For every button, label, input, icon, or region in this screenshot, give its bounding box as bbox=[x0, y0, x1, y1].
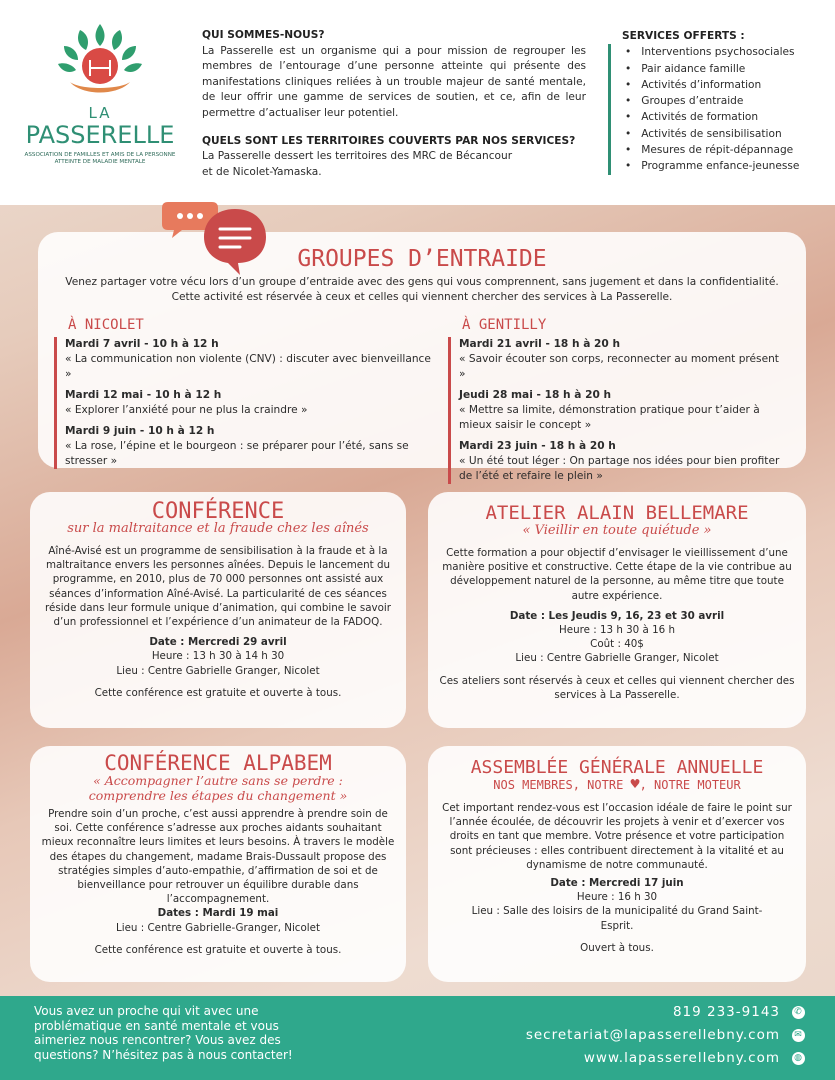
schedule-text: « Un été tout léger : On partage nos idées pour bien profiter de l’été et refaire le plein » bbox=[459, 455, 780, 482]
alpabem-lieu: Lieu : Centre Gabrielle-Granger, Nicolet bbox=[115, 921, 321, 934]
list-item: • Pair aidance famille bbox=[625, 61, 818, 77]
conference-note: Cette conférence est gratuite et ouverte à tous. bbox=[94, 686, 342, 699]
schedule-text: « La rose, l’épine et le bourgeon : se préparer pour l’été, sans se stresser » bbox=[65, 440, 409, 467]
email-icon: ✉ bbox=[792, 1029, 805, 1042]
groupes-card bbox=[38, 232, 806, 482]
gentilly-label: À GENTILLY bbox=[462, 317, 547, 333]
agm-card bbox=[428, 746, 806, 982]
conference-title: CONFÉRENCE bbox=[151, 499, 285, 524]
list-item: • Activités de sensibilisation bbox=[625, 126, 818, 142]
atelier-heure: Heure : 13 h 30 à 16 h bbox=[559, 624, 675, 637]
list-item: • Programme enfance-jeunesse bbox=[625, 158, 818, 174]
agm-heure: Heure : 16 h 30 bbox=[576, 891, 658, 904]
conference-heure: Heure : 13 h 30 à 14 h 30 bbox=[151, 650, 285, 663]
groupes-title: GROUPES D’ENTRAIDE bbox=[297, 246, 547, 272]
list-item: • Mesures de répit-dépannage bbox=[625, 142, 818, 158]
footer-message: Vous avez un proche qui vit avec une problématique en santé mentale et vous aimeriez nous rencontrer? Vous avez des questions? N’hésitez pas à nous contacter! bbox=[34, 1004, 293, 1062]
alpabem-subtitle-1: « Accompagner l’autre sans se perdre : bbox=[93, 773, 343, 788]
schedule-date: Mardi 21 avril - 18 h à 20 h bbox=[459, 338, 621, 350]
conference-body: Aîné-Avisé est un programme de sensibilisation à la fraude et à la maltraitance envers les personnes aînées. Depuis le lancement du programme, en 2010, plus de 70 000 personnes ont assisté aux séances d’information Aîné-Avisé. La particularité de ces séances réside dans leur formule unique d’animation, qui combine le savoir d’un professionnel et l’expérience d’un animateur de la FADOQ. bbox=[44, 545, 391, 629]
contact-phone[interactable] bbox=[526, 1001, 805, 1024]
contact-email[interactable] bbox=[526, 1024, 805, 1047]
list-item: • Groupes d’entraide bbox=[625, 93, 818, 109]
atelier-body: Cette formation a pour objectif d’envisager le vieillissement d’une manière positive et constructive. Cette étape de la vie contribue au développement naturel de la personne, au même titre que toute autre expérience. bbox=[442, 547, 792, 602]
territory-text-2: et de Nicolet-Yamaska. bbox=[202, 165, 322, 178]
atelier-date: Date : Les Jeudis 9, 16, 23 et 30 avril bbox=[509, 609, 725, 622]
header-section bbox=[0, 0, 835, 205]
agm-title: ASSEMBLÉE GÉNÉRALE ANNUELLE bbox=[470, 757, 764, 778]
agm-subtitle-2: , NOTRE MOTEUR bbox=[639, 778, 741, 792]
atelier-subtitle: « Vieillir en toute quiétude » bbox=[522, 523, 712, 538]
atelier-note: Ces ateliers sont réservés à ceux et celles qui viennent chercher des services à La Passerelle. bbox=[439, 674, 795, 701]
groupes-intro-1: Venez partager votre vécu lors d’un groupe d’entraide avec des gens qui vous comprennent, sans jugement et dans la confidentialité. bbox=[65, 276, 779, 288]
agm-note: Ouvert à tous. bbox=[580, 941, 654, 954]
conference-date: Date : Mercredi 29 avril bbox=[149, 636, 287, 649]
schedule-text: « Explorer l’anxiété pour ne plus la craindre » bbox=[65, 404, 308, 416]
list-item: • Interventions psychosociales bbox=[625, 44, 818, 60]
alpabem-date: Dates : Mardi 19 mai bbox=[157, 907, 279, 920]
schedule-text: « Mettre sa limite, démonstration pratique pour t’aider à mieux saisir le concept » bbox=[459, 404, 760, 431]
schedule-date: Mardi 12 mai - 10 h à 12 h bbox=[65, 389, 222, 401]
conference-subtitle: sur la maltraitance et la fraude chez les aînés bbox=[67, 521, 369, 536]
phone-number: 819 233-9143 bbox=[672, 1004, 780, 1020]
agm-body: Cet important rendez-vous est l’occasion idéale de faire le point sur l’année écoulée, de découvrir les projets à venir et d’exercer vos droits en tant que membre. Votre présence et votre participation sont précieuses : elles contribuent directement à la vitalité et au dynamisme de notre communauté. bbox=[442, 802, 792, 871]
footer bbox=[0, 996, 835, 1080]
about-text: La Passerelle est un organisme qui a pour mission de regrouper les membres de l’entourage d’une personne atteinte qui présente des manifestations cliniques reliées à un trouble majeur de santé mentale, de leur offrir une gamme de services de soutien, et ce, afin de leur permettre d’actualiser leur potentiel. bbox=[202, 44, 586, 119]
atelier-lieu: Lieu : Centre Gabrielle Granger, Nicolet bbox=[515, 652, 719, 665]
email-address: secretariat@lapasserellebny.com bbox=[525, 1027, 780, 1043]
about-section bbox=[202, 28, 586, 180]
schedule-text: « Savoir écouter son corps, reconnecter au moment présent » bbox=[459, 353, 779, 380]
website-url: www.lapasserellebny.com bbox=[583, 1050, 780, 1066]
agm-subtitle bbox=[438, 777, 796, 793]
schedule-date: Mardi 9 juin - 10 h à 12 h bbox=[65, 425, 215, 437]
logo-assoc: ASSOCIATION DE FAMILLES ET AMIS DE LA PERSONNE ATTEINTE DE MALADIE MENTALE bbox=[24, 152, 176, 165]
alpabem-title: CONFÉRENCE ALPABEM bbox=[104, 751, 332, 775]
schedule-date: Mardi 7 avril - 10 h à 12 h bbox=[65, 338, 219, 350]
gentilly-schedule bbox=[448, 337, 788, 484]
contact-info bbox=[526, 1001, 805, 1070]
atelier-cout: Coût : 40$ bbox=[590, 638, 644, 651]
logo-tree-icon bbox=[50, 20, 150, 102]
nicolet-column bbox=[54, 318, 434, 475]
agm-lieu: Lieu : Salle des loisirs de la municipalité du Grand Saint-Esprit. bbox=[471, 905, 763, 932]
heart-icon: ♥ bbox=[630, 775, 640, 793]
alpabem-card bbox=[30, 746, 406, 982]
speech-bubble-icon bbox=[200, 205, 270, 279]
territory-text-1: La Passerelle dessert les territoires des MRC de Bécancour bbox=[202, 150, 513, 163]
list-item: • Activités de formation bbox=[625, 109, 818, 125]
agm-subtitle-1: NOS MEMBRES, NOTRE bbox=[493, 778, 624, 792]
agm-date: Date : Mercredi 17 juin bbox=[550, 877, 684, 890]
contact-web[interactable] bbox=[526, 1047, 805, 1070]
nicolet-schedule bbox=[54, 337, 434, 469]
services-list bbox=[625, 44, 818, 174]
logo bbox=[20, 20, 180, 200]
schedule-date: Mardi 23 juin - 18 h à 20 h bbox=[459, 440, 616, 452]
schedule-date: Jeudi 28 mai - 18 h à 20 h bbox=[459, 389, 612, 401]
about-heading: QUI SOMMES-NOUS? bbox=[202, 29, 325, 41]
atelier-card bbox=[428, 492, 806, 728]
nicolet-label: À NICOLET bbox=[68, 317, 144, 333]
logo-la: LA bbox=[88, 104, 112, 122]
alpabem-subtitle-2: comprendre les étapes du changement » bbox=[88, 788, 348, 803]
list-item: • Activités d’information bbox=[625, 77, 818, 93]
logo-name: PASSERELLE bbox=[25, 121, 175, 149]
conference-card bbox=[30, 492, 406, 728]
conference-lieu: Lieu : Centre Gabrielle Granger, Nicolet bbox=[116, 664, 320, 677]
atelier-title: ATELIER ALAIN BELLEMARE bbox=[485, 502, 749, 524]
services-section bbox=[608, 28, 818, 175]
schedule-text: « La communication non violente (CNV) : discuter avec bienveillance » bbox=[65, 353, 431, 380]
alpabem-note: Cette conférence est gratuite et ouverte à tous. bbox=[94, 943, 342, 956]
services-heading: SERVICES OFFERTS : bbox=[608, 28, 818, 44]
gentilly-column bbox=[448, 318, 788, 490]
alpabem-body: Prendre soin d’un proche, c’est aussi apprendre à prendre soin de soi. Cette conférence s’adresse aux proches aidants souhaitant mieux reconnaître leurs limites et leurs besoins. À travers le modèle des étapes du changement, madame Brais-Dussault propose des stratégies simples d’auto-empathie, d’affirmation de soi et de bienveillance pour retrouver un équilibre durable dans l’accompagnement. bbox=[41, 808, 395, 906]
phone-icon: ✆ bbox=[792, 1006, 805, 1019]
globe-icon: ◍ bbox=[792, 1052, 805, 1065]
territory-heading: QUELS SONT LES TERRITOIRES COUVERTS PAR NOS SERVICES? bbox=[202, 134, 576, 147]
groupes-intro-2: Cette activité est réservée à ceux et celles qui viennent chercher des services à La Passerelle. bbox=[171, 291, 673, 303]
